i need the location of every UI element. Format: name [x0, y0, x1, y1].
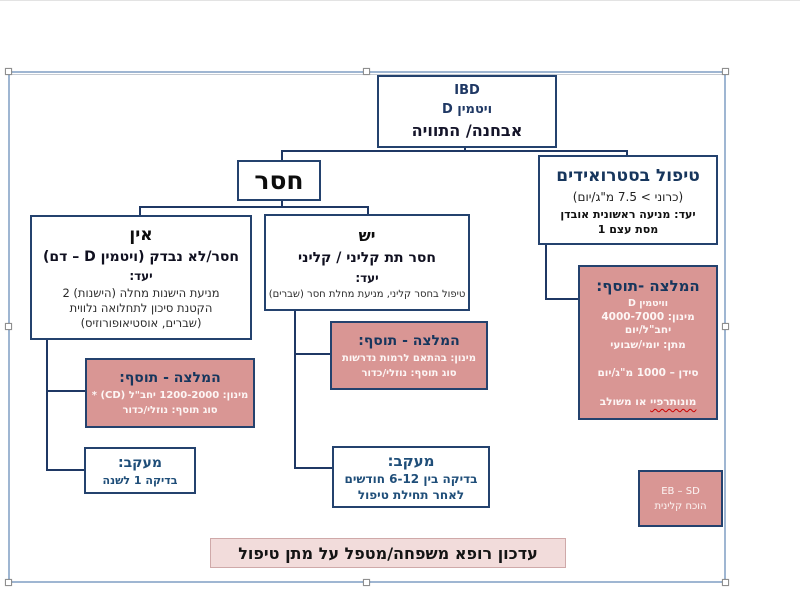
present-subtitle: חסר תת קליני / קליני	[297, 249, 437, 266]
node-none-branch[interactable]	[30, 215, 252, 340]
supplement-none-type: סוג תוסף: נוזלי/כדור	[122, 405, 218, 416]
mono-rest-text: או משולב	[599, 396, 647, 408]
resize-handle-middle-left[interactable]	[5, 323, 12, 330]
connector-present-vertical	[294, 310, 296, 469]
connector-present-to-followup	[294, 467, 333, 469]
evidence-box[interactable]	[638, 470, 723, 527]
node-steroids[interactable]	[538, 155, 718, 245]
root-line-diagnosis: אבחנה/ התוויה	[411, 121, 523, 140]
supplement-steroids-calcium: סידן – 1000 מ"ג/יום	[597, 367, 699, 379]
present-goal-label: יעד:	[355, 270, 379, 285]
steroids-goal-line2: מסת עצם 1	[597, 222, 659, 236]
evidence-line1: EB – SD	[661, 485, 700, 497]
present-body: טיפול בחסר קליני, מניעת מחלת חסר (שברים)	[268, 288, 466, 300]
supplement-none-dose: מינון: 1200-2000 יחב"ל (CD) *	[91, 390, 249, 401]
supplement-present-type: סוג תוסף: נוזלי/כדור	[361, 367, 457, 379]
connector-steroids-to-supplement	[545, 298, 579, 300]
supplement-box-none[interactable]	[85, 358, 255, 428]
connector-none-vertical	[46, 339, 48, 471]
supplement-steroids-vitamin: וויטמין D	[628, 298, 668, 309]
followup-none-detail: בדיקה 1 לשנה	[102, 473, 178, 487]
supplement-none-title: המלצה - תוסף:	[119, 370, 221, 386]
none-body-line2: הקטנת סיכון לתחלואה נלווית	[69, 301, 213, 315]
resize-handle-top-left[interactable]	[5, 68, 12, 75]
supplement-steroids-dose1: מינון: 4000-7000	[601, 311, 695, 323]
deficiency-label: חסר	[254, 166, 304, 195]
resize-handle-bottom-right[interactable]	[722, 579, 729, 586]
root-line-ibd: IBD	[454, 83, 480, 98]
followup-box-none[interactable]	[84, 447, 196, 494]
resize-handle-top-right[interactable]	[722, 68, 729, 75]
steroids-title: טיפול בסטרואידים	[556, 165, 700, 186]
supplement-box-present[interactable]	[330, 321, 488, 390]
none-body-line1: מניעת הישנות מחלה (הישנות) 2	[62, 286, 220, 300]
followup-present-detail1: בדיקה בין 6-12 חודשים	[344, 472, 478, 486]
followup-present-title: מעקב:	[387, 452, 435, 470]
steroids-dose: (כרוני > 7.5 מ"ג/יום)	[572, 189, 684, 204]
node-present-branch[interactable]	[264, 214, 470, 311]
connector-steroids-vertical	[545, 244, 547, 300]
evidence-line2: הוכח קלינית	[654, 500, 707, 512]
supplement-steroids-mono	[600, 395, 697, 409]
supplement-steroids-title: המלצה -תוסף:	[596, 277, 700, 295]
supplement-box-steroids[interactable]	[578, 265, 718, 420]
steroids-goal-line1: יעד: מניעה ראשונית אובדן	[560, 207, 696, 221]
window-top-divider	[0, 0, 800, 1]
followup-present-detail2: לאחר תחילת טיפול	[357, 488, 465, 502]
resize-handle-top-middle[interactable]	[363, 68, 370, 75]
resize-handle-bottom-left[interactable]	[5, 579, 12, 586]
connector-none-to-supplement	[46, 390, 86, 392]
connector-present-to-supplement	[294, 353, 331, 355]
present-title: יש	[358, 225, 376, 245]
connector-top-horizontal	[281, 150, 628, 152]
none-body-line3: (שברים, אוסטיאופורוזיס)	[80, 316, 202, 330]
resize-handle-middle-right[interactable]	[722, 323, 729, 330]
supplement-present-title: המלצה - תוסף:	[358, 332, 460, 349]
none-subtitle: חסר/לא נבדק (ויטמין D – דם)	[42, 249, 240, 265]
node-deficiency[interactable]	[237, 160, 321, 201]
followup-box-present[interactable]	[332, 446, 490, 508]
supplement-steroids-schedule: מתן: יומי/שבועי	[610, 339, 686, 351]
followup-none-title: מעקב:	[118, 454, 162, 471]
misspelled-word: מונותרפיי	[650, 396, 697, 408]
supplement-steroids-dose2: יחב"ל/יום	[624, 324, 672, 336]
none-goal-label: יעד:	[129, 269, 153, 283]
footer-banner-text: עדכון רופא משפחה/מטפל על מתן טיפול	[238, 543, 538, 563]
resize-handle-bottom-middle[interactable]	[363, 579, 370, 586]
root-line-vitamin-d: ויטמין D	[441, 102, 493, 117]
connector-branch-horizontal	[139, 206, 369, 208]
connector-none-to-followup	[46, 469, 85, 471]
none-title: אין	[129, 225, 153, 245]
node-root-ibd[interactable]	[377, 75, 557, 148]
footer-banner[interactable]	[210, 538, 566, 568]
supplement-present-dose: מינון: בהתאם לרמות נדרשות	[342, 352, 476, 364]
